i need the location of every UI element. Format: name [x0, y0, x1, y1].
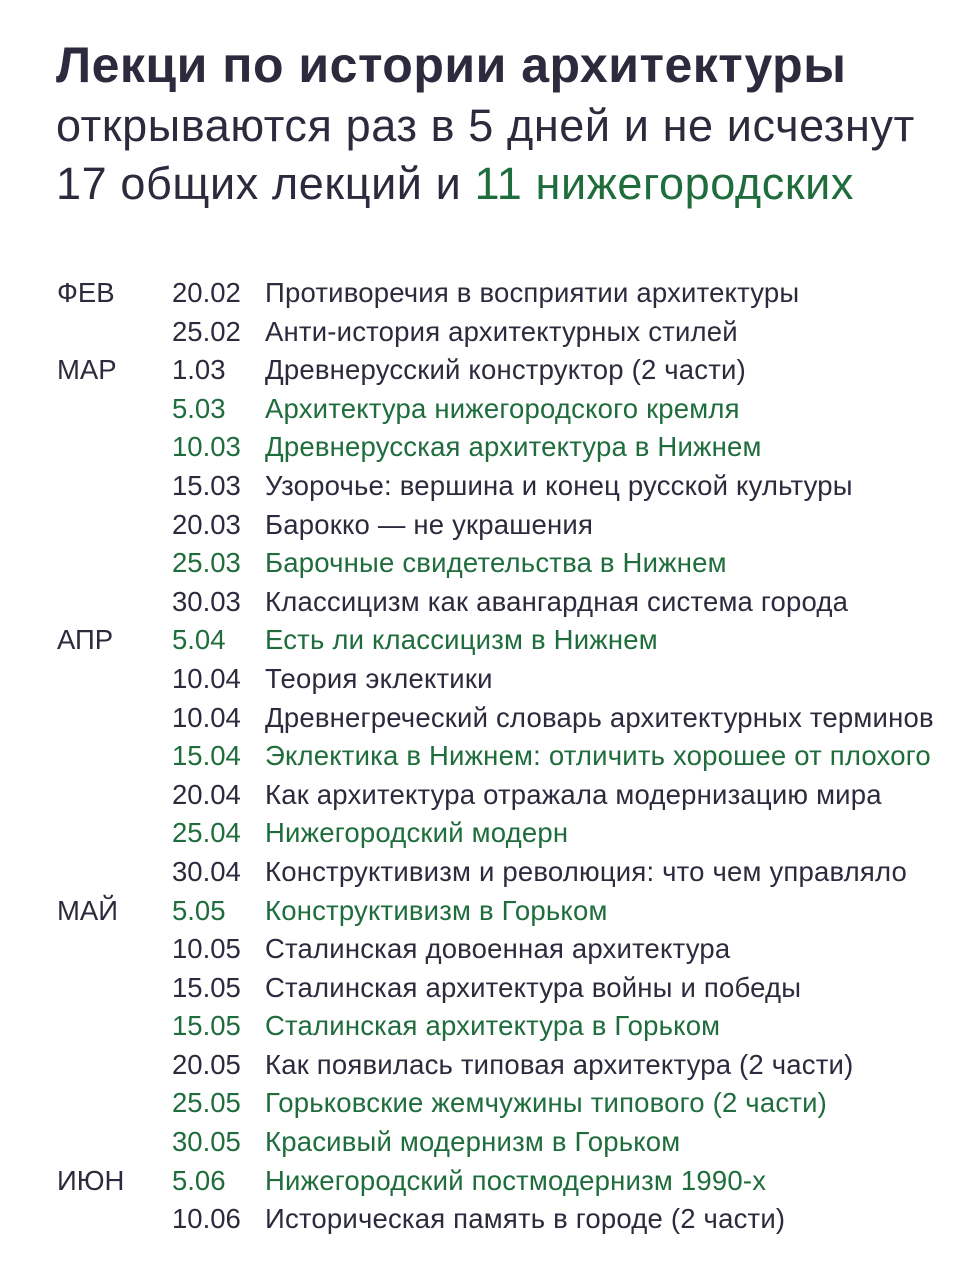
lecture-row [0, 1123, 972, 1162]
lecture-row [0, 930, 972, 969]
lecture-row [0, 544, 972, 583]
lecture-date: 30.03 [172, 585, 241, 617]
lecture-row [0, 390, 972, 429]
lecture-title: Древнегреческий словарь архитектурных терминов [265, 701, 934, 733]
lecture-date: 15.03 [172, 469, 241, 501]
lecture-date: 20.02 [172, 277, 241, 308]
lecture-date: 20.04 [172, 778, 241, 810]
local-count: 11 нижегородских [474, 158, 855, 209]
lecture-title: Барокко — не украшения [265, 508, 594, 540]
lecture-title: Барочные свидетельства в Нижнем [265, 547, 727, 579]
lecture-row [0, 969, 972, 1008]
lecture-title: Узорочье: вершина и конец русской культуры [265, 469, 853, 501]
lecture-row [0, 737, 972, 776]
lecture-row [0, 1162, 972, 1201]
lecture-date: 15.04 [172, 740, 241, 772]
lecture-schedule [0, 274, 972, 1239]
month-label: ФЕВ [57, 277, 115, 308]
lecture-date: 25.04 [172, 817, 241, 849]
month-label: ИЮН [57, 1164, 125, 1196]
lecture-date: 10.06 [172, 1203, 241, 1235]
lecture-date: 10.03 [172, 431, 241, 463]
lecture-row [0, 351, 972, 390]
lecture-title: Как архитектура отражала модернизацию мира [265, 778, 882, 810]
subtitle-line: открываются раз в 5 дней и не исчезнут [56, 100, 915, 151]
lecture-title: Конструктивизм и революция: что чем управляло [265, 855, 908, 887]
lecture-row [0, 1084, 972, 1123]
lecture-title: Красивый модернизм в Горьком [265, 1126, 681, 1158]
lecture-row [0, 699, 972, 738]
lecture-date: 20.05 [172, 1048, 241, 1080]
lecture-row [0, 814, 972, 853]
lecture-date: 30.04 [172, 855, 241, 887]
lecture-date: 5.03 [172, 392, 226, 424]
month-label: МАЙ [57, 894, 119, 926]
lecture-date: 25.02 [172, 315, 241, 347]
lecture-date: 25.03 [172, 547, 241, 579]
lecture-row [0, 1046, 972, 1085]
lecture-date: 10.04 [172, 701, 241, 733]
lecture-title: Горьковские жемчужины типового (2 части) [265, 1087, 827, 1119]
month-label: АПР [57, 624, 114, 656]
subtitle-counts [56, 158, 854, 210]
lecture-title: Эклектика в Нижнем: отличить хорошее от плохого [265, 740, 931, 772]
lecture-row [0, 776, 972, 815]
lecture-row [0, 274, 972, 313]
lecture-row [0, 660, 972, 699]
lecture-row [0, 892, 972, 931]
lecture-date: 5.05 [172, 894, 226, 926]
lecture-title: Противоречия в восприятии архитектуры [265, 277, 800, 308]
lecture-row [0, 583, 972, 622]
lecture-title: Сталинская довоенная архитектура [265, 933, 731, 965]
lecture-row [0, 621, 972, 660]
lecture-date: 5.04 [172, 624, 226, 656]
lecture-date: 10.05 [172, 933, 241, 965]
lecture-row [0, 1007, 972, 1046]
lecture-row [0, 506, 972, 545]
lecture-title: Нижегородский модерн [265, 817, 569, 849]
lecture-title: Анти-история архитектурных стилей [265, 315, 738, 347]
lecture-date: 20.03 [172, 508, 241, 540]
lecture-row [0, 467, 972, 506]
lecture-title: Древнерусский конструктор (2 части) [265, 354, 746, 386]
month-label: МАР [57, 354, 117, 386]
lecture-row [0, 853, 972, 892]
lecture-title: Классицизм как авангардная система города [265, 585, 849, 617]
lecture-row [0, 1200, 972, 1239]
lecture-date: 15.05 [172, 1010, 241, 1042]
lecture-title: Архитектура нижегородского кремля [265, 392, 740, 424]
lecture-row [0, 313, 972, 352]
lecture-title: Есть ли классицизм в Нижнем [265, 624, 658, 656]
lecture-title: Сталинская архитектура в Горьком [265, 1010, 721, 1042]
lecture-title: Как появилась типовая архитектура (2 части) [265, 1048, 854, 1080]
lecture-date: 30.05 [172, 1126, 241, 1158]
lecture-date: 15.05 [172, 971, 241, 1003]
lecture-date: 5.06 [172, 1164, 226, 1196]
lecture-date: 10.04 [172, 662, 241, 694]
lecture-row [0, 428, 972, 467]
lecture-title: Сталинская архитектура войны и победы [265, 971, 802, 1003]
lecture-title: Древнерусская архитектура в Нижнем [265, 431, 762, 463]
lecture-date: 1.03 [172, 354, 226, 386]
lecture-date: 25.05 [172, 1087, 241, 1119]
page-title: Лекци по истории архитектуры [56, 37, 847, 93]
general-count: 17 общих лекций и [56, 158, 475, 209]
lecture-title: Теория эклектики [265, 662, 493, 694]
lecture-title: Конструктивизм в Горьком [265, 894, 608, 926]
lecture-title: Нижегородский постмодернизм 1990-х [265, 1164, 767, 1196]
lecture-title: Историческая память в городе (2 части) [265, 1203, 786, 1235]
